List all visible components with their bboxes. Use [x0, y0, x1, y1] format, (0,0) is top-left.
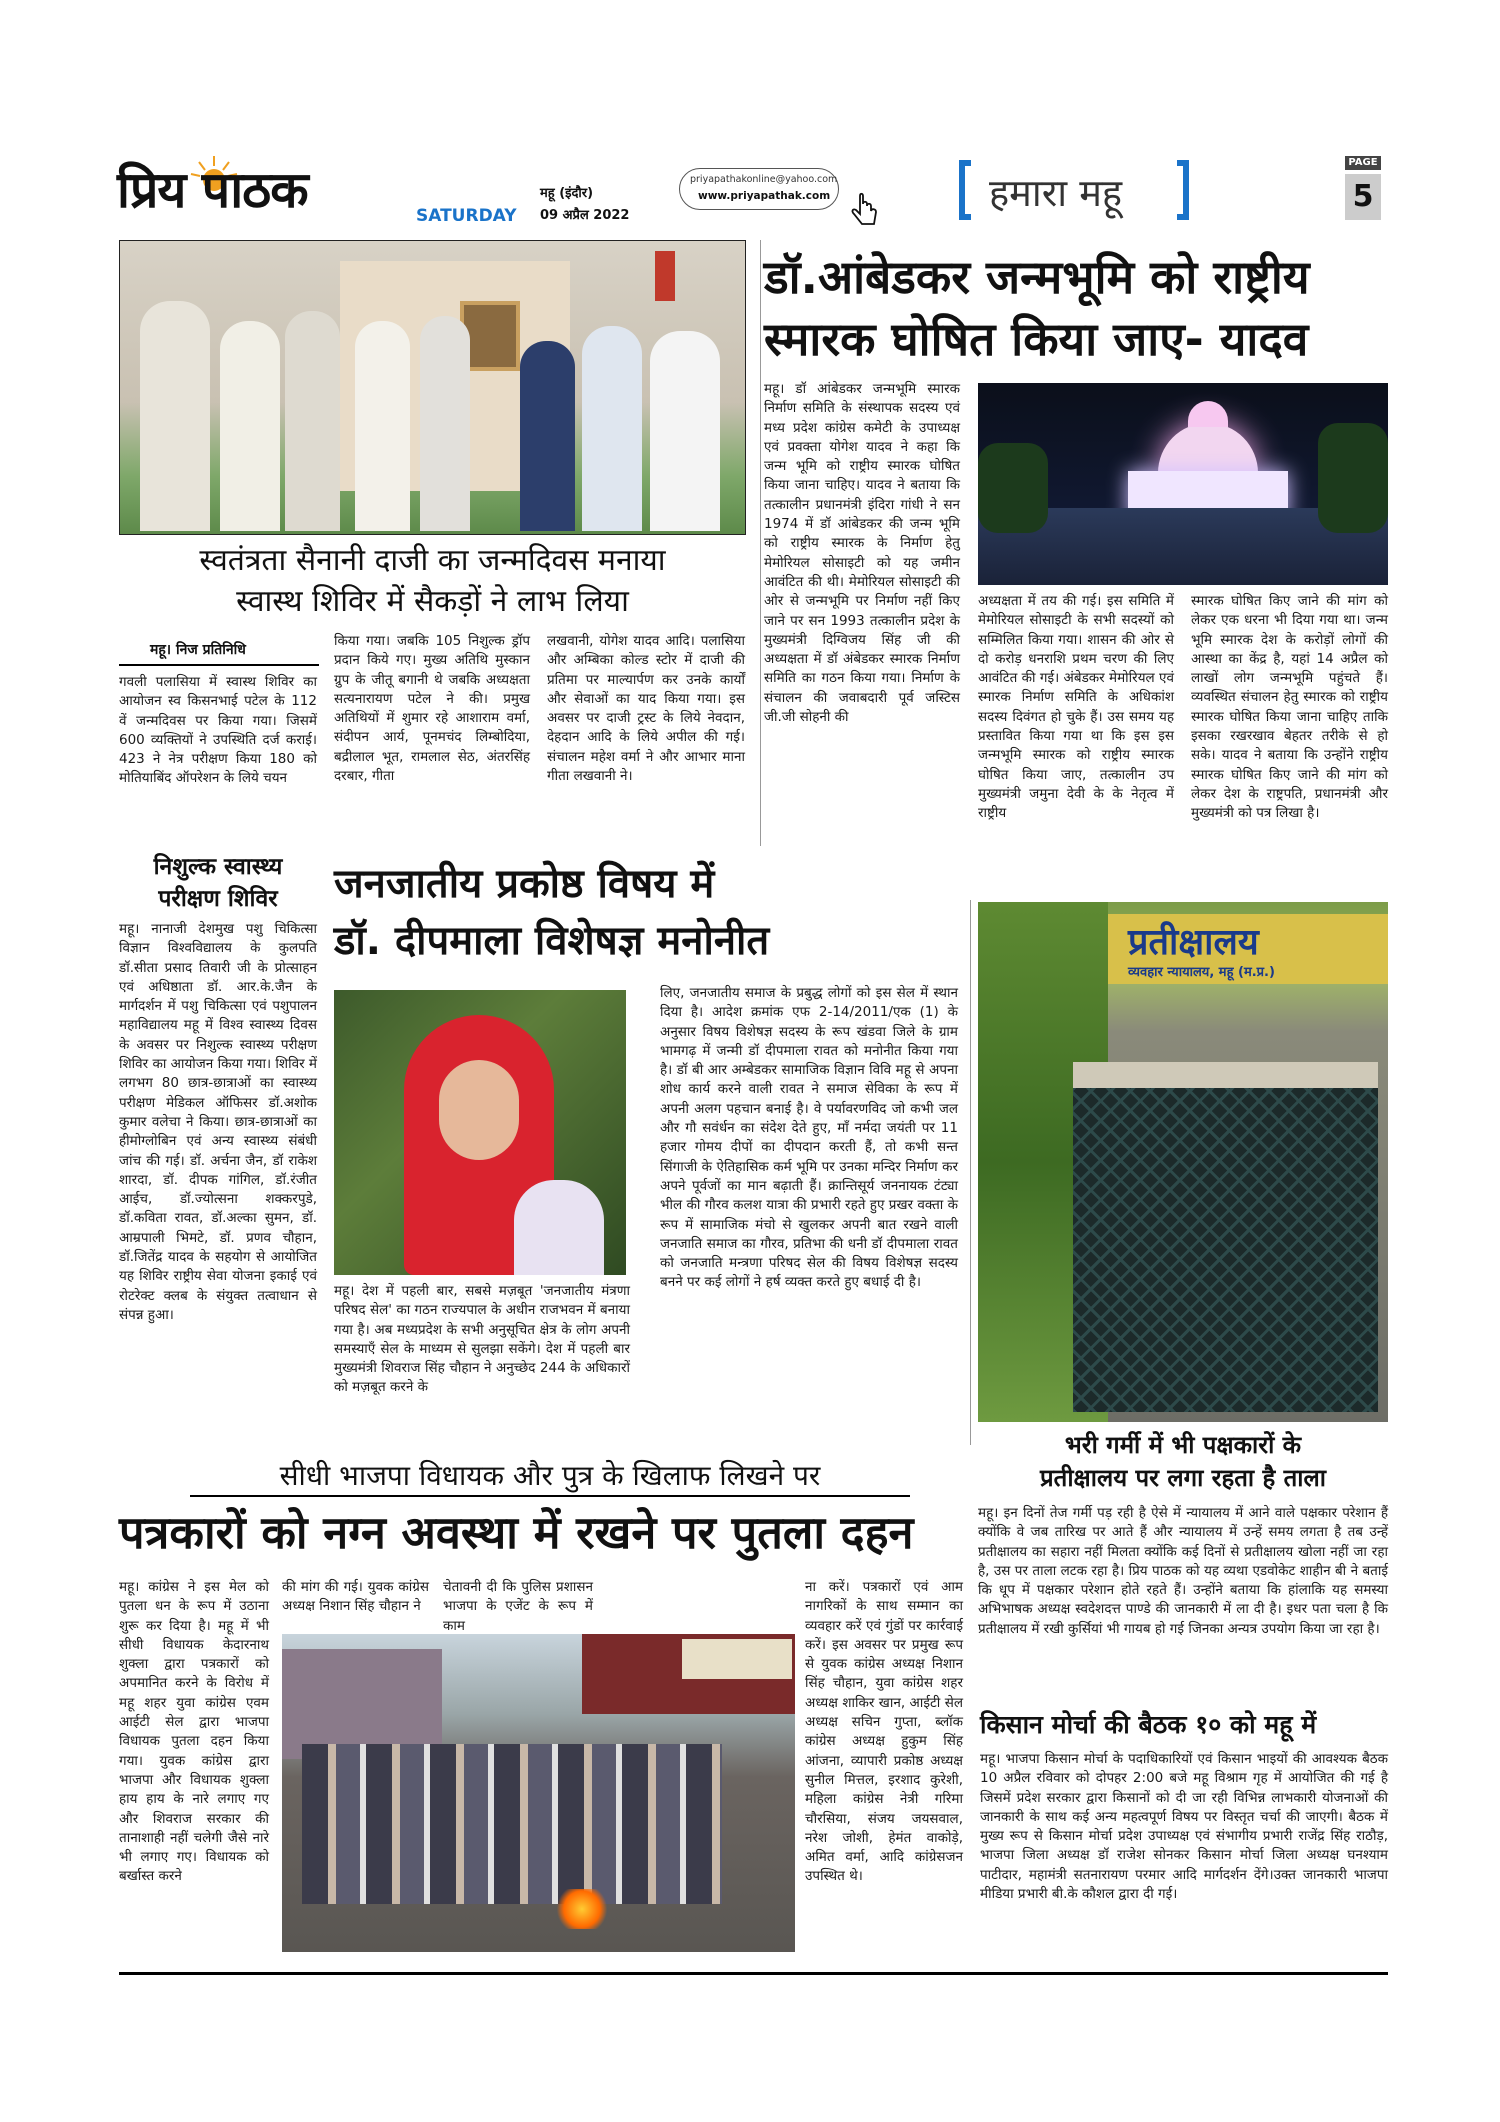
section-bracket-left [959, 160, 971, 220]
story1-col3: लखवानी, योगेश यादव आदि। पलासिया और अम्बिका कोल्ड स्टोर में दाजी की प्रतिमा पर माल्यार्पण कर उनके कार्यों और सेवाओं का याद किया गया। इस अवसर पर दाजी ट्रस्ट के लिये नेवदान, देहदान आदि के लिये अपील की गई। संचालन महेश वर्मा ने और आभार माना गीता लखवानी ने। [547, 633, 745, 785]
story5-body: महू। इन दिनों तेज गर्मी पड़ रही है ऐसे में न्यायालय में आने वाले पक्षकार परेशान हैं क्योंकि वे जब तारिख पर आते हैं और न्यायालय में उन्हें समय लगता है तब उन्हें प्रतीक्षालय का सहारा नहीं मिलता क्योंकि कई दिनों से प्रतीक्षालय खोला नहीं जा रहा है, उस पर ताला लटक रहा है। प्रिय पाठक को यह व्यथा एडवोकेट शाहीन बी ने बताई कि धूप में पक्षकार परेशान होते रहते हैं। उन्होंने बताया कि हांलाकि यह समस्या अभिभाषक अध्यक्ष स्वदेशदत्त पाण्डे की जानकारी में ला दी है। इधर पता चला है कि प्रतीक्षालय में रखी कुर्सियां भी गायब हो गई जिनका अन्यत्र उपयोग किया जा रहा है। [978, 1505, 1388, 1637]
story6-photo [282, 1634, 795, 1952]
story2-photo [978, 383, 1388, 585]
story2-headline-line2: स्मारक घोषित किया जाए- यादव [764, 312, 1309, 366]
story7-headline: किसान मोर्चा की बैठक १० को महू में [980, 1710, 1317, 1739]
story6-col3: चेतावनी दी कि पुलिस प्रशासन भाजपा के एजेंट के रूप में काम [443, 1579, 593, 1634]
column-divider-mid [970, 900, 971, 1445]
story4-headline-line1: जनजातीय प्रकोष्ठ विषय में [334, 861, 715, 907]
email-text: priyapathakonline@yahoo.com [690, 174, 838, 185]
column-divider-top [760, 240, 761, 846]
story5-photo [978, 902, 1388, 1422]
page-number: 5 [1345, 174, 1381, 220]
story7-body: महू। भाजपा किसान मोर्चा के पदाधिकारियों एवं किसान भाइयों की आवश्यक बैठक 10 अप्रैल रविवार को दोपहर 2:00 बजे महू विश्राम गृह में आयोजित की गई है जिसमें प्रदेश सरकार द्वारा किसानों को दी जा रही विभिन्न लाभकारी योजनाओं की जानकारी के साथ कई अन्य महत्वपूर्ण विषय पर विस्तृत चर्चा की जाएगी। बैठक में मुख्य रूप से किसान मोर्चा प्रदेश उपाध्यक्ष एवं संभागीय प्रभारी राजेंद्र सिंह राठौड़, भाजपा जिला अध्यक्ष डॉ राजेश सोनकर किसान मोर्चा जिला अध्यक्ष घनश्याम पाटीदार, महामंत्री सतनारायण परमार आदि मार्गदर्शन देंगे।उक्त जानकारी भाजपा मीडिया प्रभारी बी.के कौशल द्वारा दी गई। [980, 1751, 1388, 1903]
story3-headline-line2: परीक्षण शिविर [158, 885, 278, 912]
story1-byline: महू। निज प्रतिनिधि [150, 642, 246, 658]
story2-headline-line1: डॉ.आंबेडकर जन्मभूमि को राष्ट्रीय [764, 250, 1310, 304]
story1-byline-rule [119, 664, 319, 666]
story3-headline-line1: निशुल्क स्वास्थ्य [153, 853, 283, 880]
story1-col1: गवली पलासिया में स्वास्थ शिविर का आयोजन स्व किसनभाई पटेल के 112 वें जन्मदिवस पर किया गया। जिसमें 600 व्यक्तियों ने उपस्थिति दर्ज कराई। 423 ने नेत्र परीक्षण किया 180 को मोतियाबिंद ऑपरेशन के लिये चयन [119, 674, 317, 787]
story1-headline-line2: स्वास्थ शिविर में सैकड़ों ने लाभ लिया [236, 584, 629, 619]
story1-headline-line1: स्वतंत्रता सैनानी दाजी का जन्मदिवस मनाया [199, 543, 666, 578]
masthead-place: महू (इंदौर) [540, 186, 594, 201]
contact-box [679, 168, 839, 210]
story4-headline-line2: डॉ. दीपमाला विशेषज्ञ मनोनीत [334, 918, 770, 964]
story4-col1: महू। देश में पहली बार, सबसे मज़बूत 'जनजातीय मंत्रणा परिषद सेल' का गठन राज्यपाल के अधीन राजभवन में बनाया गया है। अब मध्यप्रदेश के सभी अनुसूचित क्षेत्र के लोग अपनी समस्याएँ सेल के माध्यम से सुलझा सकेंगे। देश में पहली बार मुख्यमंत्री शिवराज सिंह चौहान ने अनुच्छेद 244 के अधिकारों को मज़बूत करने के [334, 1283, 630, 1396]
story5-headline-line2: प्रतीक्षालय पर लगा रहता है ताला [1040, 1463, 1326, 1492]
story6-kicker-rule [190, 1495, 910, 1497]
section-bracket-right [1177, 160, 1189, 220]
story3-body: महू। नानाजी देशमुख पशु चिकित्सा विज्ञान विश्वविद्यालय के कुलपति डॉ.सीता प्रसाद तिवारी जी के प्रोत्साहन एवं अधिष्ठाता डॉ. आर.के.जैन के मार्गदर्शन में पशु चिकित्सा एवं पशुपालन महाविद्यालय महू में विश्व स्वास्थ्य दिवस के अवसर पर निशुल्क स्वास्थ्य परीक्षण शिविर का आयोजन किया गया। शिविर में लगभग 80 छात्र-छात्राओं का स्वास्थ्य परीक्षण मेडिकल ऑफिसर डॉ.अशोक कुमार वलेचा ने किया। छात्र-छात्राओं का हीमोग्लोबिन एवं अन्य स्वास्थ्य संबंधी जांच की गई। डॉ. अर्चना जैन, डॉ राकेश शारदा, डॉ. दीपक गांगिल, डॉ.रंजीत आईच, डॉ.ज्योत्सना शक्करपुडे, डॉ.कविता रावत, डॉ.अल्का सुमन, डॉ. आम्रपाली भिमटे, डॉ. प्रणव चौहान, डॉ.जितेंद्र यादव के सहयोग से आयोजित यह शिविर राष्ट्रीय सेवा योजना इकाई एवं रोटरेक्ट क्लब के संयुक्त तत्वाधान से संपन्न हुआ। [119, 921, 317, 1323]
bottom-page-rule [119, 1972, 1388, 1975]
story5-photo-sign: प्रतीक्षालय [1128, 922, 1259, 963]
story4-col2: लिए, जनजातीय समाज के प्रबुद्ध लोगों को इस सेल में स्थान दिया है। आदेश क्रमांक एफ 2-14/2011/एक (1) के अनुसार विषय विशेषज्ञ सदस्य के रूप खंडवा जिले के ग्राम भामगढ़ में जन्मी डॉ दीपमाला रावत को मनोनीत किया गया है। डॉ बी आर अम्बेडकर सामाजिक विज्ञान विवि महू से अपना शोध कार्य करने वाली रावत ने समाज सेविका के रूप में अपनी अलग पहचान बनाई है। वे पर्यावरणविद जो कभी जल और गौ सवंर्धन का संदेश देते हुए, माँ नर्मदा जयंती पर 11 हजार गोमय दीपों का दीपदान करती हैं, तो कभी सन्त सिंगाजी के ऐतिहासिक कर्म भूमि पर उनका मन्दिर निर्माण कर अपने पूर्वजों का मान बढ़ाती हैं। क्रान्तिसूर्य जननायक टंट्या भील की गौरव कलश यात्रा की प्रभारी रहते हुए प्रखर वक्ता के रूप में सामाजिक मंचो से खुलकर अपनी बात रखने वाली जनजाति समाज का गौरव, प्रतिभा की धनी डॉ दीपमाला रावत को जनजाति मन्त्रणा परिषद सेल की विषय विशेषज्ञ सदस्य बनने पर कई लोगों ने हर्ष व्यक्त करते हुए बधाई दी है। [660, 985, 958, 1291]
masthead-date: 09 अप्रैल 2022 [540, 208, 630, 223]
story6-kicker: सीधी भाजपा विधायक और पुत्र के खिलाफ लिखने पर [279, 1459, 821, 1492]
page-label: PAGE [1345, 156, 1381, 170]
website-link[interactable]: www.priyapathak.com [698, 190, 831, 202]
pointer-hand-icon [850, 192, 880, 228]
story5-photo-sign-sub: व्यवहार न्यायालय, महू (म.प्र.) [1128, 965, 1275, 980]
story2-col2: अध्यक्षता में तय की गई। इस समिति में मेमोरियल सोसाइटी के सभी सदस्यों को सम्मिलित किया गया। शासन की ओर से दो करोड़ धनराशि प्रथम चरण की लिए आवंटित की गई। अंबेडकर मेमोरियल एवं स्मारक निर्माण समिति के अधिकांश सदस्य दिवंगत हो चुके हैं। उस समय यह प्रस्तावित किया गया था कि इस इस जन्मभूमि स्मारक को राष्ट्रीय स्मारक घोषित किया जाए, तत्कालीन उप मुख्यमंत्री जमुना देवी के के नेतृत्व में राष्ट्रीय [978, 593, 1174, 822]
story6-col4: ना करें। पत्रकारों एवं आम नागरिकों के साथ सम्मान का व्यवहार करें एवं गुंडों पर कार्रवाई करें। इस अवसर पर प्रमुख रूप से युवक कांग्रेस अध्यक्ष निशान सिंह चौहान, युवा कांग्रेस शहर अध्यक्ष शाकिर खान, आईटी सेल अध्यक्ष सचिन गुप्ता, ब्लॉक कांग्रेस अध्यक्ष हुकुम सिंह आंजना, व्यापारी प्रकोष्ठ अध्यक्ष सुनील मित्तल, इरशाद कुरेशी, महिला कांग्रेस नेत्री गरिमा चौरसिया, संजय जयसवाल, नरेश जोशी, हेमंत वाकोड़े, अमित वर्मा, आदि कांग्रेसजन उपस्थित थे। [805, 1579, 963, 1885]
masthead [117, 150, 1382, 230]
story4-photo [334, 990, 626, 1275]
story1-photo [119, 240, 746, 535]
masthead-logo: प्रिय पाठक [117, 161, 308, 219]
section-title: हमारा महू [989, 171, 1123, 215]
story6-col2: की मांग की गई। युवक कांग्रेस अध्यक्ष निशान सिंह चौहान ने [282, 1579, 429, 1615]
story5-headline-line1: भरी गर्मी में भी पक्षकारों के [1064, 1430, 1302, 1459]
story2-col1: महू। डॉ आंबेडकर जन्मभूमि स्मारक निर्माण समिति के संस्थापक सदस्य एवं मध्य प्रदेश कांग्रेस कमेटी के उपाध्यक्ष एवं प्रवक्ता योगेश यादव ने कहा कि जन्म भूमि को राष्ट्रीय स्मारक घोषित किया जाना चाहिए। यादव ने बताया कि तत्कालीन प्रधानमंत्री इंदिरा गांधी ने सन 1974 में डॉ आंबेडकर की जन्म भूमि को राष्ट्रीय स्मारक के निर्माण हेतु मेमोरियल सोसाइटी को यह जमीन आवंटित की थी। मेमोरियल सोसाइटी की ओर से जन्मभूमि पर निर्माण नहीं किए जाने पर सन 1993 तत्कालीन प्रदेश के मुख्यमंत्री दिग्विजय सिंह जी की अध्यक्षता में डॉ अंबेडकर स्मारक निर्माण समिति का गठन किया गया। निर्माण के संचालन की जवाबदारी पूर्व जस्टिस जी.जी सोहनी की [764, 381, 960, 726]
story6-col1: महू। कांग्रेस ने इस मेल को पुतला धन के रूप में उठाना शुरू कर दिया है। महू में भी सीधी विधायक केदारनाथ शुक्ला द्वारा पत्रकारों को अपमानित करने के विरोध में महू शहर युवा कांग्रेस एवम आईटी सेल द्वारा भाजपा विधायक पुतला दहन किया गया। युवक कांग्रेस द्वारा भाजपा और विधायक शुक्ला हाय हाय के नारे लगाए गए और शिवराज सरकार की तानाशाही नहीं चलेगी जैसे नारे भी लगाए गए। विधायक को बर्खास्त करने [119, 1579, 269, 1885]
story6-headline: पत्रकारों को नग्न अवस्था में रखने पर पुतला दहन [119, 1506, 914, 1559]
story1-col2: किया गया। जबकि 105 निशुल्क ड्रॉप प्रदान किये गए। मुख्य अतिथि मुस्कान ग्रुप के जीतू बगानी थे जबकि अध्यक्षता सत्यनारायण पटेल ने की। प्रमुख अतिथियों में शुमार रहे आशाराम वर्मा, संदीपन आर्य, पूनमचंद लिम्बोदिया, बद्रीलाल भूत, रामलाल सेठ, अंतरसिंह दरबार, गीता [334, 633, 530, 785]
story2-col3: स्मारक घोषित किए जाने की मांग को लेकर एक धरना भी दिया गया था। जन्म भूमि स्मारक देश के करोड़ों लोगों की आस्था का केंद्र है, यहां 14 अप्रैल को लाखों लोग जन्मभूमि पहुंचते हैं। व्यवस्थित संचालन हेतु स्मारक को राष्ट्रीय स्मारक घोषित किया जाना चाहिए ताकि इसका रखरखाव बेहतर तरीके से हो सके। यादव ने बताया कि उन्होंने राष्ट्रीय स्मारक घोषित किए जाने की मांग को लेकर देश के राष्ट्रपति, प्रधानमंत्री और मुख्यमंत्री को पत्र लिखा है। [1191, 593, 1388, 822]
masthead-day: SATURDAY [416, 206, 517, 226]
